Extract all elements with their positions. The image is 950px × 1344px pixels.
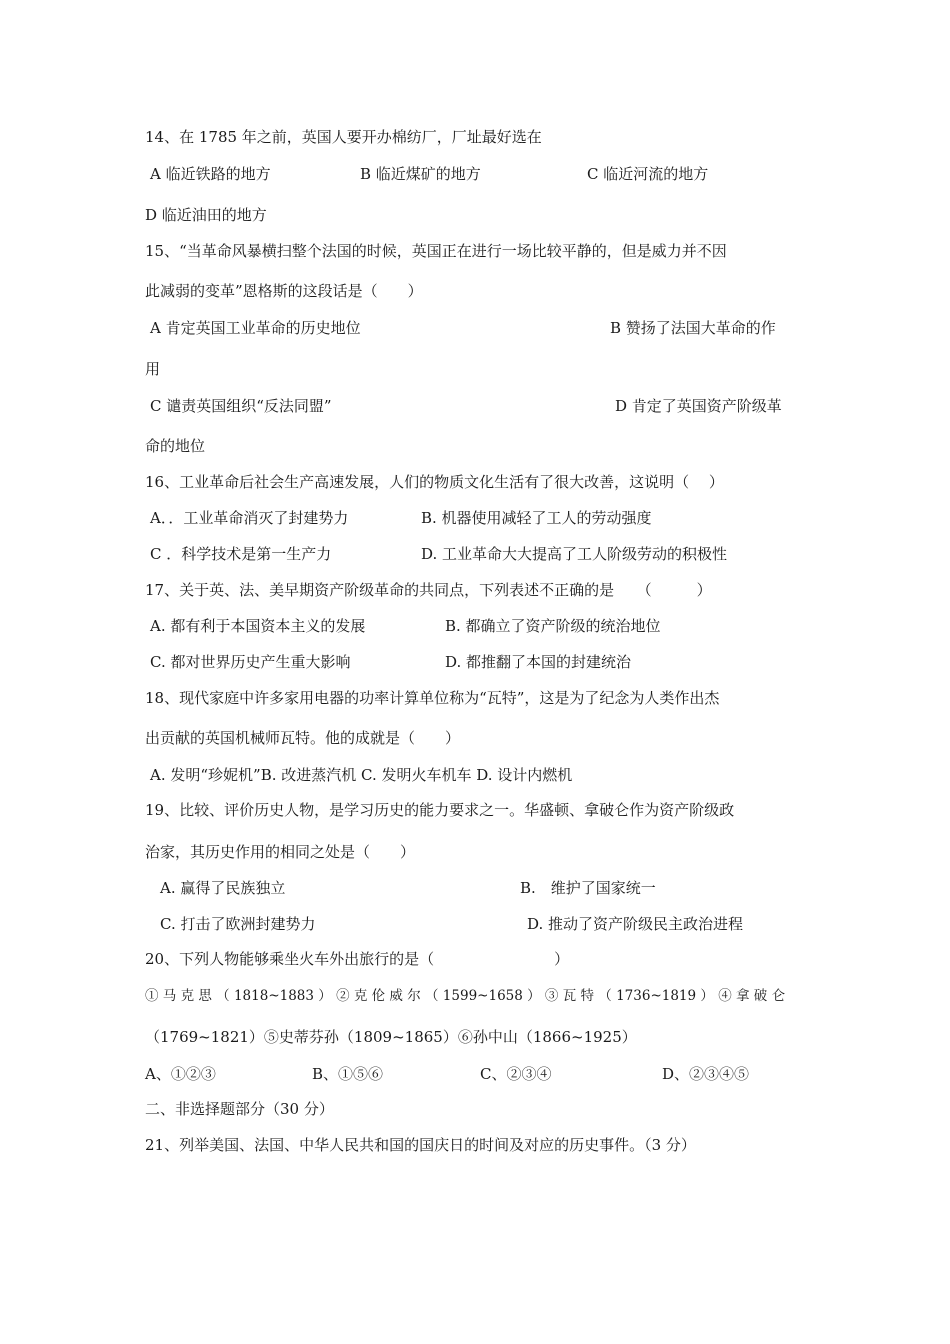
- question-15-option-d-line2: 命的地位: [145, 437, 206, 455]
- question-17-option-b: B. 都确立了资产阶级的统治地位: [445, 617, 661, 635]
- question-20-stem: 20、下列人物能够乘坐火车外出旅行的是（ ）: [145, 950, 570, 968]
- question-16-option-b: B. 机器使用减轻了工人的劳动强度: [421, 509, 652, 527]
- question-15-option-a: A 肯定英国工业革命的历史地位: [150, 319, 361, 337]
- question-17-option-d: D. 都推翻了本国的封建统治: [445, 653, 632, 671]
- question-15-option-c: C 谴责英国组织“反法同盟”: [150, 397, 332, 415]
- question-19-option-b: B. 维护了国家统一: [520, 879, 656, 897]
- question-14-option-b: B 临近煤矿的地方: [360, 165, 481, 183]
- question-15-option-b-line2: 用: [145, 360, 161, 378]
- question-15-stem-line1: 15、“当革命风暴横扫整个法国的时候，英国正在进行一场比较平静的，但是威力并不因: [145, 242, 727, 260]
- question-14-stem: 14、在 1785 年之前，英国人要开办棉纺厂，厂址最好选在: [145, 128, 542, 146]
- question-17-option-c: C. 都对世界历史产生重大影响: [150, 653, 351, 671]
- question-20-list-line1: ① 马 克 思 （ 1818~1883 ） ② 克 伦 威 尔 （ 1599~1658 ） ③ 瓦 特 （ 1736~1819 ） ④ 拿 破 仑: [145, 988, 786, 1004]
- question-16-option-a: A．．工业革命消灭了封建势力: [150, 509, 349, 527]
- question-18-stem-line1: 18、现代家庭中许多家用电器的功率计算单位称为“瓦特”，这是为了纪念为人类作出杰: [145, 689, 720, 707]
- question-19-option-d: D. 推动了资产阶级民主政治进程: [527, 915, 744, 933]
- question-18-stem-line2: 出贡献的英国机械师瓦特。他的成就是（ ）: [145, 729, 461, 747]
- question-15-option-d-line1: D 肯定了英国资产阶级革: [615, 397, 782, 415]
- question-19-stem-line1: 19、比较、评价历史人物，是学习历史的能力要求之一。华盛顿、拿破仑作为资产阶级政: [145, 801, 735, 819]
- question-20-list-line2: （1769~1821）⑤史蒂芬孙（1809~1865）⑥孙中山（1866~1925）: [145, 1028, 637, 1046]
- question-14-option-d: D 临近油田的地方: [145, 206, 267, 224]
- question-20-option-d: D、②③④⑤: [662, 1065, 750, 1083]
- question-20-option-b: B、①⑤⑥: [312, 1065, 384, 1083]
- question-15-option-b-line1: B 赞扬了法国大革命的作: [610, 319, 776, 337]
- section-2-heading: 二、非选择题部分（30 分）: [145, 1100, 334, 1118]
- question-15-stem-line2: 此减弱的变革”恩格斯的这段话是（ ）: [145, 282, 423, 300]
- question-17-stem: 17、关于英、法、美早期资产阶级革命的共同点，下列表述不正确的是 （ ）: [145, 581, 712, 599]
- question-16-stem: 16、工业革命后社会生产高速发展，人们的物质文化生活有了很大改善，这说明（ ）: [145, 473, 724, 491]
- question-18-options: A. 发明“珍妮机”B. 改进蒸汽机 C. 发明火车机车 D. 设计内燃机: [150, 766, 573, 784]
- question-20-option-a: A、①②③: [145, 1065, 216, 1083]
- question-19-stem-line2: 治家，其历史作用的相同之处是（ ）: [145, 843, 416, 861]
- question-14-option-c: C 临近河流的地方: [587, 165, 709, 183]
- question-20-option-c: C、②③④: [480, 1065, 552, 1083]
- question-17-option-a: A. 都有利于本国资本主义的发展: [150, 617, 366, 635]
- question-21-stem: 21、列举美国、法国、中华人民共和国的国庆日的时间及对应的历史事件。（3 分）: [145, 1136, 696, 1154]
- question-19-option-c: C. 打击了欧洲封建势力: [160, 915, 316, 933]
- question-14-option-a: A 临近铁路的地方: [150, 165, 271, 183]
- question-16-option-d: D. 工业革命大大提高了工人阶级劳动的积极性: [421, 545, 728, 563]
- question-16-option-c: C ．科学技术是第一生产力: [150, 545, 332, 563]
- question-19-option-a: A. 赢得了民族独立: [160, 879, 286, 897]
